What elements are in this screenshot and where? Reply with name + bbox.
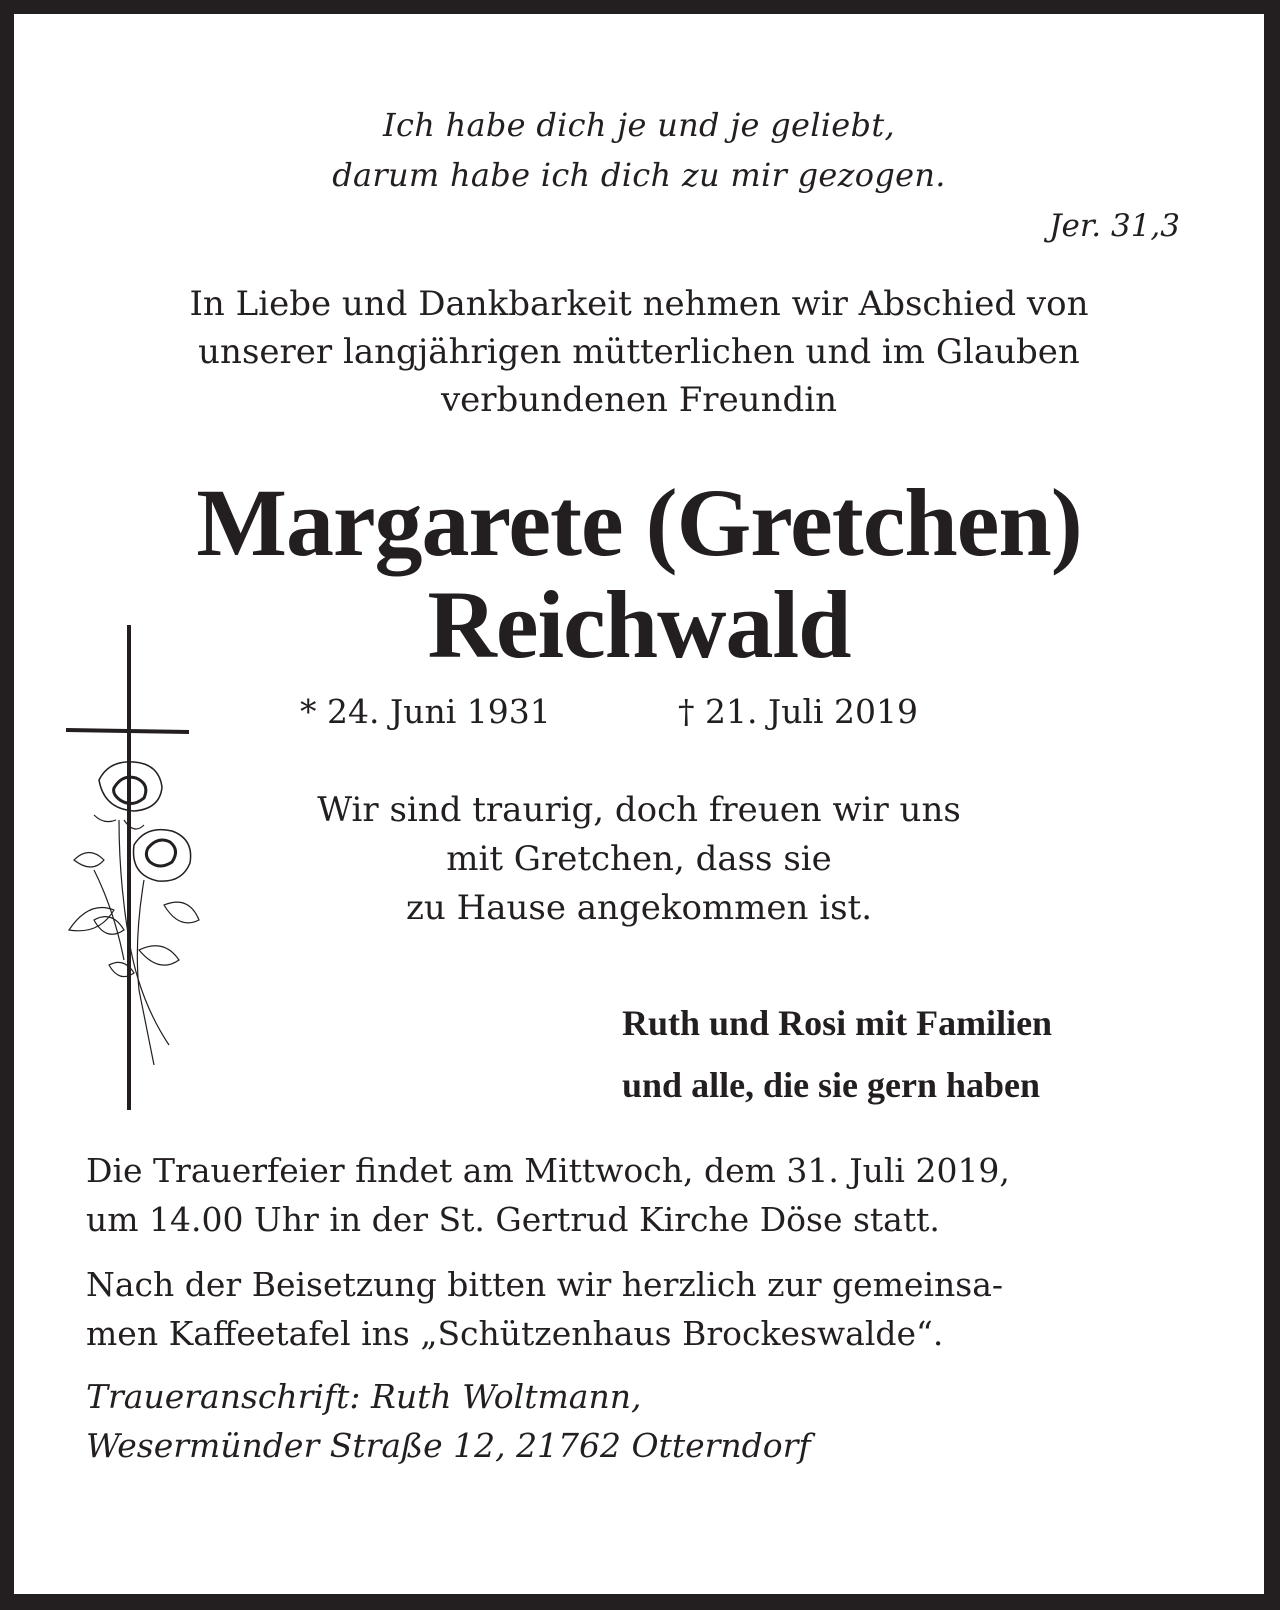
address-line-1: Traueranschrift: Ruth Woltmann,: [86, 1377, 642, 1416]
intro-line-3: verbundenen Freundin: [440, 380, 838, 420]
bible-quote-line-2: darum habe ich dich zu mir gezogen.: [332, 156, 946, 194]
death-date: † 21. Juli 2019: [678, 692, 919, 731]
intro-line-1: In Liebe und Dankbarkeit nehmen wir Abschied von: [189, 284, 1089, 324]
bible-quote-line-1: Ich habe dich je und je geliebt,: [383, 106, 895, 144]
funeral-line-2: um 14.00 Uhr in der St. Gertrud Kirche Döse statt.: [86, 1200, 940, 1239]
reception-info: [86, 1260, 1206, 1358]
signature: [622, 992, 1052, 1116]
address-line-2: Wesermünder Straße 12, 21762 Otterndorf: [86, 1426, 811, 1465]
deceased-name-line-2: Reichwald: [427, 571, 851, 678]
funeral-info: [86, 1146, 1206, 1244]
poem-line-3: zu Hause angekommen ist.: [405, 888, 873, 928]
reception-line-1: Nach der Beisetzung bitten wir herzlich zur gemeinsa-: [86, 1265, 1004, 1304]
reception-line-2: men Kaffeetafel ins „Schützenhaus Brockeswalde“.: [86, 1314, 944, 1353]
condolence-address: [86, 1372, 811, 1470]
intro-line-2: unserer langjährigen mütterlichen und im Glauben: [198, 332, 1080, 372]
deceased-name-line-1: Margarete (Gretchen): [196, 469, 1082, 576]
funeral-line-1: Die Trauerfeier findet am Mittwoch, dem 31. Juli 2019,: [86, 1151, 1010, 1190]
poem-line-2: mit Gretchen, dass sie: [446, 839, 832, 879]
intro-text: [14, 280, 1264, 424]
bible-reference: Jer. 31,3: [1049, 208, 1180, 244]
poem: [14, 786, 1264, 933]
birth-date: * 24. Juni 1931: [300, 692, 551, 731]
obituary-notice: [14, 14, 1264, 1594]
signature-line-2: und alle, die sie gern haben: [622, 1065, 1041, 1105]
poem-line-1: Wir sind traurig, doch freuen wir uns: [317, 790, 961, 830]
signature-line-1: Ruth und Rosi mit Familien: [622, 1003, 1053, 1043]
